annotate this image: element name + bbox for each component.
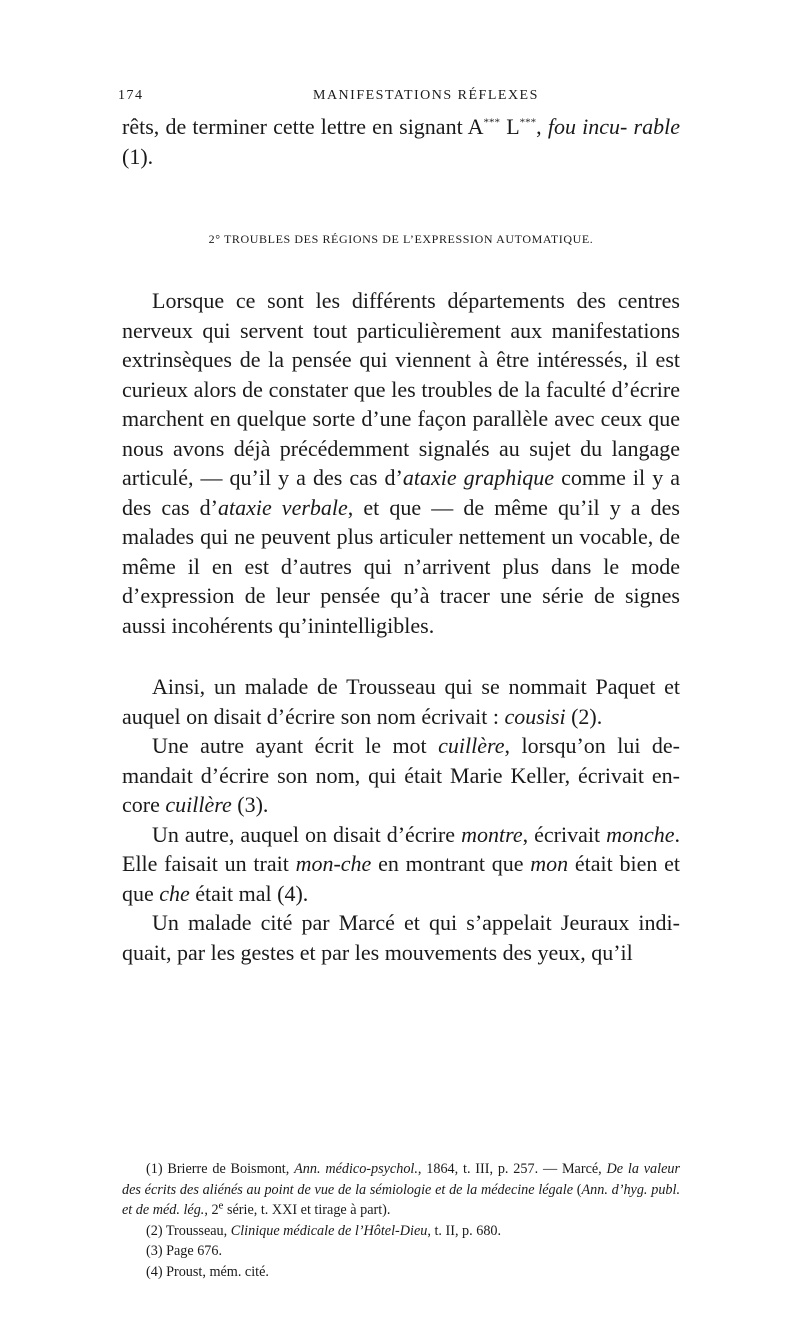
italic-span: monche — [606, 821, 675, 847]
text-span: , lorsqu’on lui de- mandait d’écrire son nom, qui était Marie Keller, écrivait en- core — [122, 733, 680, 817]
page-header — [118, 88, 718, 110]
footnote-4 — [122, 1262, 680, 1283]
page-number: 174 — [118, 88, 144, 103]
text-span: , écrivait — [522, 821, 607, 847]
paragraph-trousseau — [122, 672, 680, 731]
section-title: TROUBLES DES RÉGIONS DE L’EXPRESSION AUTOMATIQUE. — [223, 232, 594, 246]
text-span: Lorsque ce sont les différents départements des centres nerveux qui servent tout particulièrement aux manifestations extrinsèques de la pensée qui viennent à être intéressés, il est curieux alors de constater que les troubles de la faculté d’écrire marchent en quelque sorte d’une façon parallèle avec ceux que nous avons déjà précédemment signalés au sujet du langage articulé, — qu’il y a des cas d’ — [122, 288, 680, 490]
text-span: comme il y a des cas d’ — [122, 465, 680, 520]
text-span: (2) Trousseau, — [146, 1222, 231, 1239]
text-span: était mal (4). — [189, 880, 309, 906]
text-span: série, t. XXI et tirage à part). — [223, 1202, 391, 1218]
superscript: *** — [483, 116, 501, 129]
italic-span: ataxie graphique — [402, 465, 555, 490]
italic-span: Clinique médicale de l’Hôtel-Dieu — [230, 1222, 428, 1239]
text-span: , et que — de même qu’il y a des malades qui ne peuvent plus articuler nettement un vocable, de même il en est d’autres qui n’arrivent plus dans le mode d’expression de leur pensée qu’à tracer une série de signes aussi incohérents qu’inintelligibles. — [122, 494, 680, 638]
italic-span: mon-che — [295, 851, 372, 876]
italic-span: Ann. d’hyg. publ. et de méd. lég. — [122, 1181, 681, 1218]
main-text-block-1 — [122, 286, 680, 640]
text-span: Ainsi, un malade de Trousseau qui se nommait Paquet et auquel on disait d’écrire son nom écrivait : — [122, 674, 680, 729]
footnote-3 — [122, 1241, 680, 1262]
text-span: Un malade cité par Marcé et qui s’appelait Jeuraux indi- quait, par les gestes et par les mouvements des yeux, qu’il — [122, 910, 680, 965]
italic-span: cuillère — [165, 792, 232, 817]
italic-span: cuillère — [438, 733, 505, 758]
text-span: (2). — [565, 703, 603, 729]
text-span: , 1864, t. III, p. 257. — Marcé, — [417, 1161, 607, 1177]
text-span: (3) Page 676. — [146, 1243, 223, 1259]
text-span: , — [536, 114, 548, 139]
footnote-2 — [122, 1221, 680, 1242]
superscript: e — [218, 1199, 224, 1212]
continuation-paragraph — [122, 112, 680, 171]
text-span: , 2 — [204, 1202, 219, 1218]
section-heading — [122, 232, 680, 247]
text-span: (3). — [231, 792, 269, 817]
text-span: , t. II, p. 680. — [427, 1222, 502, 1239]
paragraph-jeuraux — [122, 908, 680, 967]
paragraph-ataxie — [122, 286, 680, 640]
paragraph-cuillere — [122, 731, 680, 820]
footnotes — [122, 1159, 680, 1282]
text-span: en montrant que — [371, 851, 531, 876]
text-span: Une autre ayant écrit le mot — [152, 733, 439, 758]
text-span: Un autre, auquel on disait d’écrire — [152, 821, 462, 847]
text-span: ( — [573, 1181, 582, 1198]
footnote-1 — [122, 1159, 680, 1221]
italic-span: De la valeur des écrits des aliénés au point de vue de la sémiologie et de la médecine légale — [122, 1161, 680, 1198]
italic-span: fou incu- rable — [547, 114, 680, 139]
main-text-block-2 — [122, 672, 680, 967]
paragraph-montre — [122, 820, 680, 909]
section-number: 2° — [208, 232, 224, 246]
italic-span: ataxie verbale — [217, 494, 348, 520]
italic-span: Ann. médico-psychol. — [294, 1161, 418, 1177]
italic-span: che — [159, 880, 190, 906]
text-span: (1). — [122, 143, 154, 169]
text-span: L — [500, 114, 520, 139]
text-span: (1) Brierre de Boismont, — [146, 1161, 295, 1177]
text-span: rêts, de terminer cette lettre en signant A — [122, 114, 484, 139]
text-span: (4) Proust, mém. cité. — [146, 1263, 269, 1280]
text-span: était bien et que — [122, 851, 681, 906]
italic-span: cousisi — [504, 703, 566, 729]
italic-span: mon — [530, 851, 569, 876]
running-title: MANIFESTATIONS RÉFLEXES — [313, 88, 539, 103]
text-span: . Elle faisait un trait — [122, 821, 680, 876]
italic-span: montre — [461, 821, 523, 847]
superscript: *** — [519, 116, 537, 129]
